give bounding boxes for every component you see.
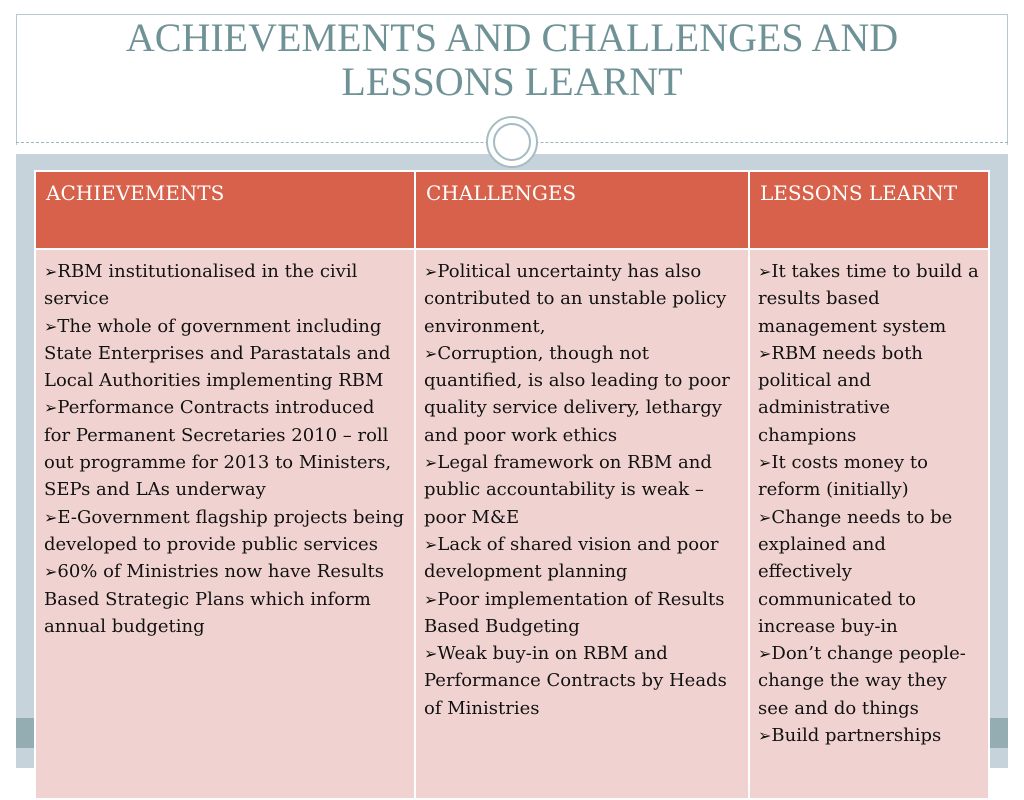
list-item [44, 504, 406, 559]
table-row [35, 249, 989, 799]
list-item [424, 340, 740, 449]
list-item-text: RBM needs both political and administrative champions [758, 342, 923, 446]
summary-table [34, 170, 990, 800]
challenges-list [424, 258, 740, 722]
list-item [758, 258, 980, 340]
list-item [44, 258, 406, 313]
list-item [424, 586, 740, 641]
arrow-bullet-icon: ➢ [758, 507, 772, 527]
arrow-bullet-icon: ➢ [424, 453, 438, 473]
list-item-text: E-Government flagship projects being developed to provide public services [44, 506, 405, 555]
right-border-band [990, 170, 1008, 768]
list-item [758, 504, 980, 640]
list-item-text: Lack of shared vision and poor development planning [424, 533, 719, 583]
list-item-text: Change needs to be explained and effectively communicated to increase buy-in [758, 506, 953, 637]
arrow-bullet-icon: ➢ [758, 644, 772, 664]
list-item-text: It costs money to reform (initially) [758, 452, 928, 501]
arrow-bullet-icon: ➢ [424, 644, 438, 664]
list-item [424, 258, 740, 340]
list-item [44, 313, 406, 395]
arrow-bullet-icon: ➢ [758, 726, 772, 746]
list-item-text: RBM institutionalised in the civil service [44, 261, 358, 310]
table-header-row [35, 171, 989, 249]
list-item-text: Legal framework on RBM and public accountability is weak – poor M&E [424, 452, 712, 528]
arrow-bullet-icon: ➢ [44, 507, 58, 527]
list-item-text: 60% of Ministries now have Results Based Strategic Plans which inform annual budgeting [44, 561, 385, 637]
list-item-text: It takes time to build a results based management system [758, 261, 979, 337]
list-item [758, 340, 980, 449]
header-challenges: CHALLENGES [415, 171, 749, 249]
header-lessons-learnt: LESSONS LEARNT [749, 171, 989, 249]
arrow-bullet-icon: ➢ [424, 262, 438, 281]
list-item-text: Corruption, though not quantified, is also leading to poor quality service delivery, lethargy and poor work ethics [424, 342, 730, 446]
list-item-text: Build partnerships [771, 725, 942, 747]
arrow-bullet-icon: ➢ [44, 262, 58, 281]
arrow-bullet-icon: ➢ [424, 343, 438, 363]
list-item-text: Political uncertainty has also contributed to an unstable policy environment, [424, 261, 727, 337]
list-item [44, 394, 406, 503]
arrow-bullet-icon: ➢ [758, 343, 772, 363]
lessons-list [758, 258, 980, 749]
achievements-list [44, 258, 406, 640]
left-footer-accent [16, 718, 34, 748]
arrow-bullet-icon: ➢ [758, 262, 772, 281]
list-item [424, 640, 740, 722]
arrow-bullet-icon: ➢ [44, 562, 58, 582]
list-item-text: The whole of government including State Enterprises and Parastatals and Local Authorities implementing RBM [44, 315, 391, 392]
list-item [424, 449, 740, 531]
arrow-bullet-icon: ➢ [424, 534, 438, 554]
title-line-1: ACHIEVEMENTS AND CHALLENGES AND [125, 15, 899, 60]
title-line-2: LESSONS LEARNT [341, 59, 683, 104]
arrow-bullet-icon: ➢ [424, 589, 438, 609]
header-achievements: ACHIEVEMENTS [35, 171, 415, 249]
list-item [758, 722, 980, 749]
list-item-text: Poor implementation of Results Based Budgeting [424, 588, 725, 637]
challenges-cell [415, 249, 749, 799]
arrow-bullet-icon: ➢ [44, 398, 58, 418]
list-item [44, 558, 406, 640]
slide-title [16, 16, 1008, 104]
list-item [758, 449, 980, 504]
right-footer-accent [990, 718, 1008, 748]
list-item-text: Performance Contracts introduced for Permanent Secretaries 2010 – roll out programme for 2013 to Ministers, SEPs and LAs underway [44, 397, 392, 501]
lessons-cell [749, 249, 989, 799]
list-item-text: Weak buy-in on RBM and Performance Contracts by Heads of Ministries [424, 643, 727, 719]
left-border-band [16, 170, 34, 768]
list-item [424, 531, 740, 586]
list-item [758, 640, 980, 722]
achievements-cell [35, 249, 415, 799]
list-item-text: Don’t change people- change the way they see and do things [758, 643, 966, 719]
arrow-bullet-icon: ➢ [44, 316, 58, 336]
divider-circle-ornament [486, 116, 538, 168]
arrow-bullet-icon: ➢ [758, 453, 772, 473]
